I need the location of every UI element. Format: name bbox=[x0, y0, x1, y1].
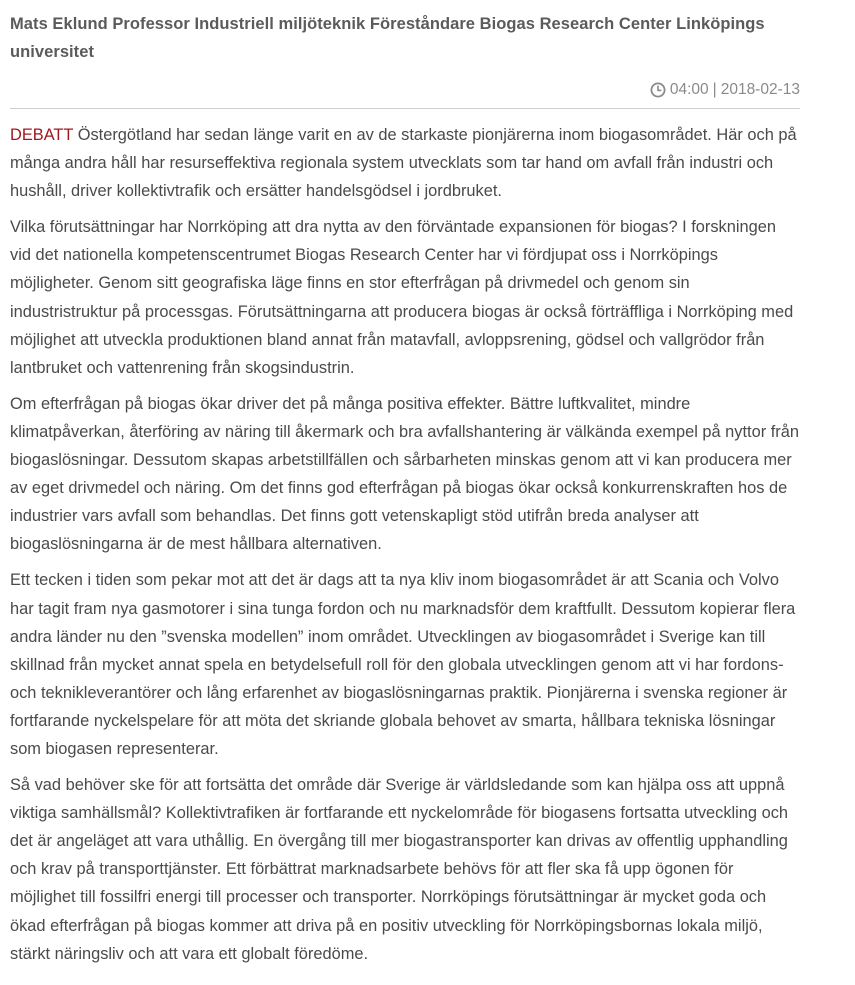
header-divider bbox=[10, 108, 800, 109]
clock-icon bbox=[650, 82, 666, 98]
publish-date: 2018-02-13 bbox=[720, 81, 800, 98]
article-paragraph: Vilka förutsättningar har Norrköping att dra nytta av den förväntade expansionen för biogas? I forskningen vid det nationella kompetenscentrumet Biogas Research Center har vi fördjupat oss i Norrköpings möjligheter. Genom sitt geografiska läge finns en stor efterfrågan på drivmedel och genom sin industristruktur på processgas. Förutsättningarna att producera biogas är också förträffliga i Norrköping med möjlighet att utveckla produktionen bland annat från matavfall, avloppsrening, gödsel och vallgrödor från lantbruket och vattenrening från skogsindustrin. bbox=[10, 218, 794, 377]
article-paragraph bbox=[10, 121, 800, 205]
article-paragraph: Så vad behöver ske för att fortsätta det område där Sverige är världsledande som kan hjälpa oss att uppnå viktiga samhällsmål? Kollektivtrafiken är fortfarande ett nyckelområde för biogasens fortsatta utveckling och det är angeläget att vara uthållig. En övergång till mer biogastransporter kan drivas av offentlig upphandling och krav på transporttjänster. Ett förbättrat marknadsarbete behövs för att fler ska få upp ögonen för möjlighet till fossilfri energi till processer och transporter. Norrköpings förutsättningar är mycket goda och ökad efterfrågan på biogas kommer att driva på en positiv utveckling för Norrköpingsbornas lokala miljö, stärkt näringsliv och att vara ett globalt föredöme. bbox=[10, 776, 789, 963]
article-paragraph: Om efterfrågan på biogas ökar driver det på många positiva effekter. Bättre luftkvalitet, mindre klimatpåverkan, återföring av näring till åkermark och bra avfallshantering är välkända exempel på nyttor från biogaslösningar. Dessutom skapas arbetstillfällen och sårbarheten minskas genom att vi kan producera mer av eget drivmedel och näring. Om det finns god efterfrågan på biogas ökar också konkurrenskraften hos de industrier vars avfall som behandlas. Det finns gott vetenskapligt stöd utifrån breda analyser att biogaslösningarna är de mest hållbara alternativen. bbox=[10, 394, 799, 554]
publish-time: 04:00 bbox=[669, 81, 709, 98]
article bbox=[10, 0, 800, 976]
article-body bbox=[10, 121, 800, 968]
article-byline: Mats Eklund Professor Industriell miljöteknik Föreståndare Biogas Research Center Linköpings universitet bbox=[10, 15, 765, 61]
paragraph-text: Östergötland har sedan länge varit en av de starkaste pionjärerna inom biogasområdet. Här och på många andra håll har resurseffektiva regionala system utvecklats som tar hand om avfall från industri och hushåll, driver kollektivtrafik och ersätter handelsgödsel i jordbruket. bbox=[10, 126, 797, 201]
publish-meta bbox=[10, 76, 800, 104]
meta-separator: | bbox=[712, 81, 717, 98]
article-paragraph: Ett tecken i tiden som pekar mot att det är dags att ta nya kliv inom biogasområdet är att Scania och Volvo har tagit fram nya gasmotorer i sina tunga fordon och nu marknadsför dem kraftfullt. Dessutom kopierar flera andra länder nu den ”svenska modellen” inom området. Utvecklingen av biogasområdet i Sverige kan till skillnad från mycket annat spela en betydelsefull roll för den globala utvecklingen genom att vi har fordons- och teknikleverantörer och lång erfarenhet av biogaslösningarnas praktik. Pionjärerna i svenska regioner är fortfarande nyckelspelare för att möta det skriande globala behovet av smarta, hållbara tekniska lösningar som biogasen representerar. bbox=[10, 571, 796, 758]
debatt-kicker: DEBATT bbox=[10, 126, 74, 144]
